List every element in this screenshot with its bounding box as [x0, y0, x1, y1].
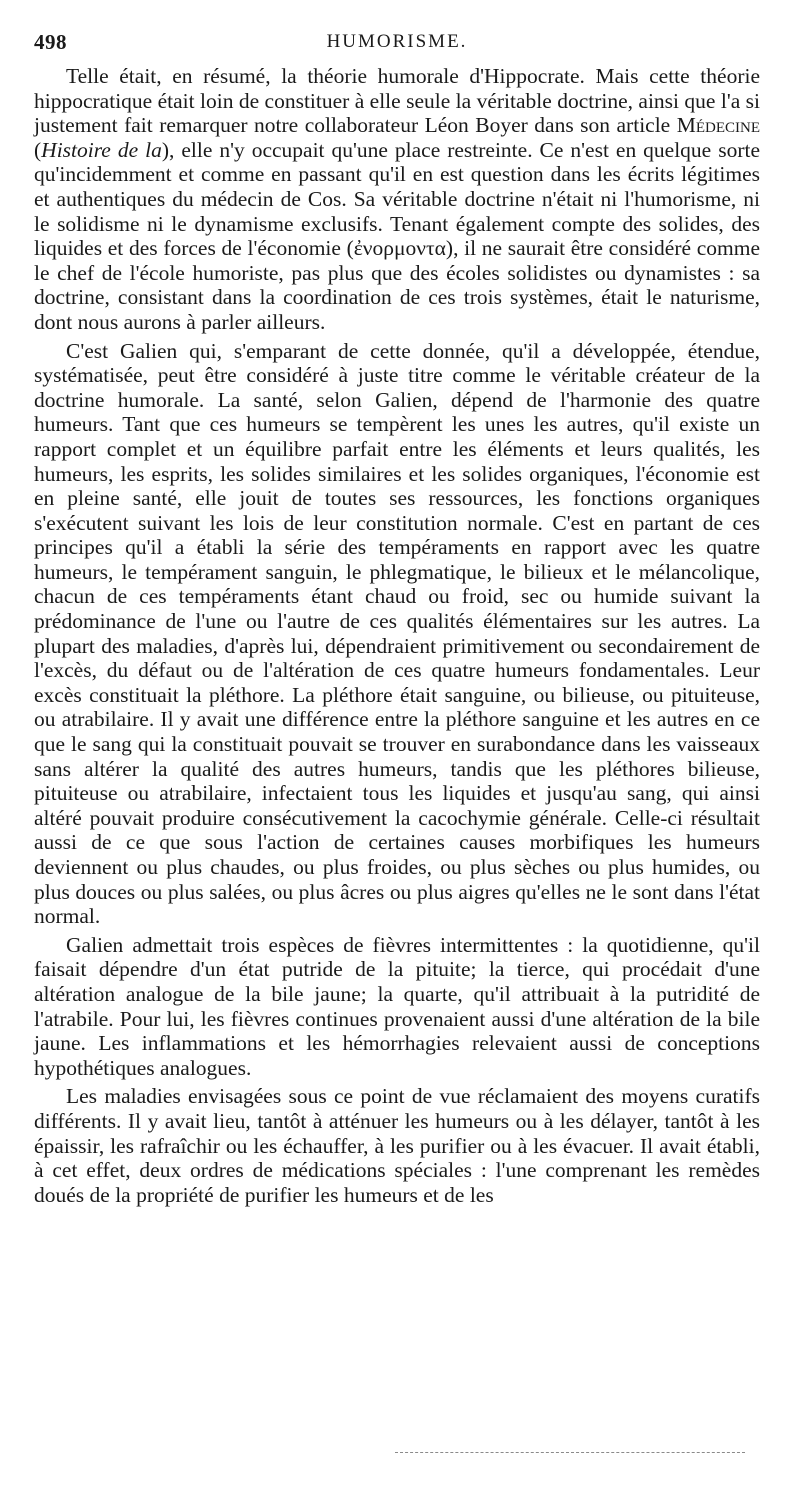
paragraph: [34, 64, 760, 335]
paragraph: [34, 933, 760, 1081]
paragraph-text: (: [34, 137, 42, 162]
paragraph: [34, 1084, 760, 1207]
italic-reference: Histoire de la: [41, 137, 162, 162]
paragraph-text: Galien admettait trois espèces de fièvres intermittentes : la quotidienne, qu'il faisait dépendre d'un état putride de la pituite; la tierce, qui procédait d'une altération analogue de la bile jaune; la quarte, qu'il attribuait à la putridité de l'atrabile. Pour lui, les fièvres continues provenaient aussi d'une altération de la bile jaune. Les inflammations et les hémorrhagies relevaient aussi de conceptions hypothétiques analogues.: [34, 932, 760, 1080]
small-caps-reference: Médecine: [676, 113, 760, 138]
paragraph-text: C'est Galien qui, s'emparant de cette donnée, qu'il a développée, étendue, systématisée, peut être considéré à juste titre comme le véritable créateur de la doctrine humorale. La santé, selon Galien, dépend de l'harmonie des quatre humeurs. Tant que ces humeurs se tempèrent les unes les autres, qu'il existe un rapport complet et un équilibre parfait entre les éléments et leurs qualités, les humeurs, les esprits, les solides similaires et les solides organiques, l'économie est en pleine santé, elle jouit de toutes ses ressources, les fonctions organiques s'exécutent suivant les lois de leur constitution normale. C'est en partant de ces principes qu'il a établi la série des tempéraments en rapport avec les quatre humeurs, le tempérament sanguin, le phlegmatique, le bilieux et le mélancolique, chacun de ces tempéraments étant chaud ou froid, sec ou humide suivant la prédominance de l'une ou l'autre de ces qualités élémentaires sur les autres. La plupart des maladies, d'après lui, dépendraient primitivement ou secondairement de l'excès, du défaut ou de l'altération de ces quatre humeurs fondamentales. Leur excès constituait la pléthore. La pléthore était sanguine, ou bilieuse, ou pituiteuse, ou atrabilaire. Il y avait une différence entre la pléthore sanguine et les autres en ce que le sang qui la constituait pouvait se trouver en surabondance dans les vaisseaux sans altérer la qualité des autres humeurs, tandis que les pléthores bilieuse, pituiteuse ou atrabilaire, infectaient tous les liquides et jusqu'au sang, qui ainsi altéré pouvait produire consécutivement la cacochymie générale. Celle-ci résultait aussi de ce que sous l'action de certaines causes morbifiques les humeurs deviennent ou plus chaudes, ou plus froides, ou plus sèches ou plus humides, ou plus douces ou plus salées, ou plus âcres ou plus aigres qu'elles ne le sont dans l'état normal.: [34, 338, 760, 929]
running-title: HUMORISME.: [326, 31, 468, 52]
page-bottom-rule: [395, 1452, 745, 1453]
page-number: 498: [34, 30, 67, 54]
body-text: [34, 64, 760, 1211]
paragraph-text: Telle était, en résumé, la théorie humorale d'Hippocrate. Mais cette théorie hippocratique était loin de constituer à elle seule la véritable doctrine, ainsi que l'a si justement fait remarquer notre collaborateur Léon Boyer dans son article: [34, 64, 760, 138]
running-head: [34, 30, 760, 60]
paragraph: [34, 339, 760, 929]
paragraph-text: Les maladies envisagées sous ce point de vue réclamaient des moyens curatifs différents. Il y avait lieu, tantôt à atténuer les humeurs ou à les délayer, tantôt à les épaissir, les rafraîchir ou les échauffer, à les purifier ou à les évacuer. Il avait établi, à cet effet, deux ordres de médications spéciales : l'une comprenant les remèdes doués de la propriété de purifier les humeurs et de les: [34, 1084, 760, 1207]
paragraph-text: ), elle n'y occupait qu'une place restreinte. Ce n'est en quelque sorte qu'incidemment et comme en passant qu'il en est question dans les écrits légitimes et authentiques du médecin de Cos. Sa véritable doctrine n'était ni l'humorisme, ni le solidisme ni le dynamisme exclusifs. Tenant également compte des solides, des liquides et des forces de l'économie (ἐνορμοντα), il ne saurait être considéré comme le chef de l'école humoriste, pas plus que des écoles solidistes ou dynamistes : sa doctrine, consistant dans la coordination de ces trois systèmes, était le naturisme, dont nous aurons à parler ailleurs.: [34, 137, 760, 334]
